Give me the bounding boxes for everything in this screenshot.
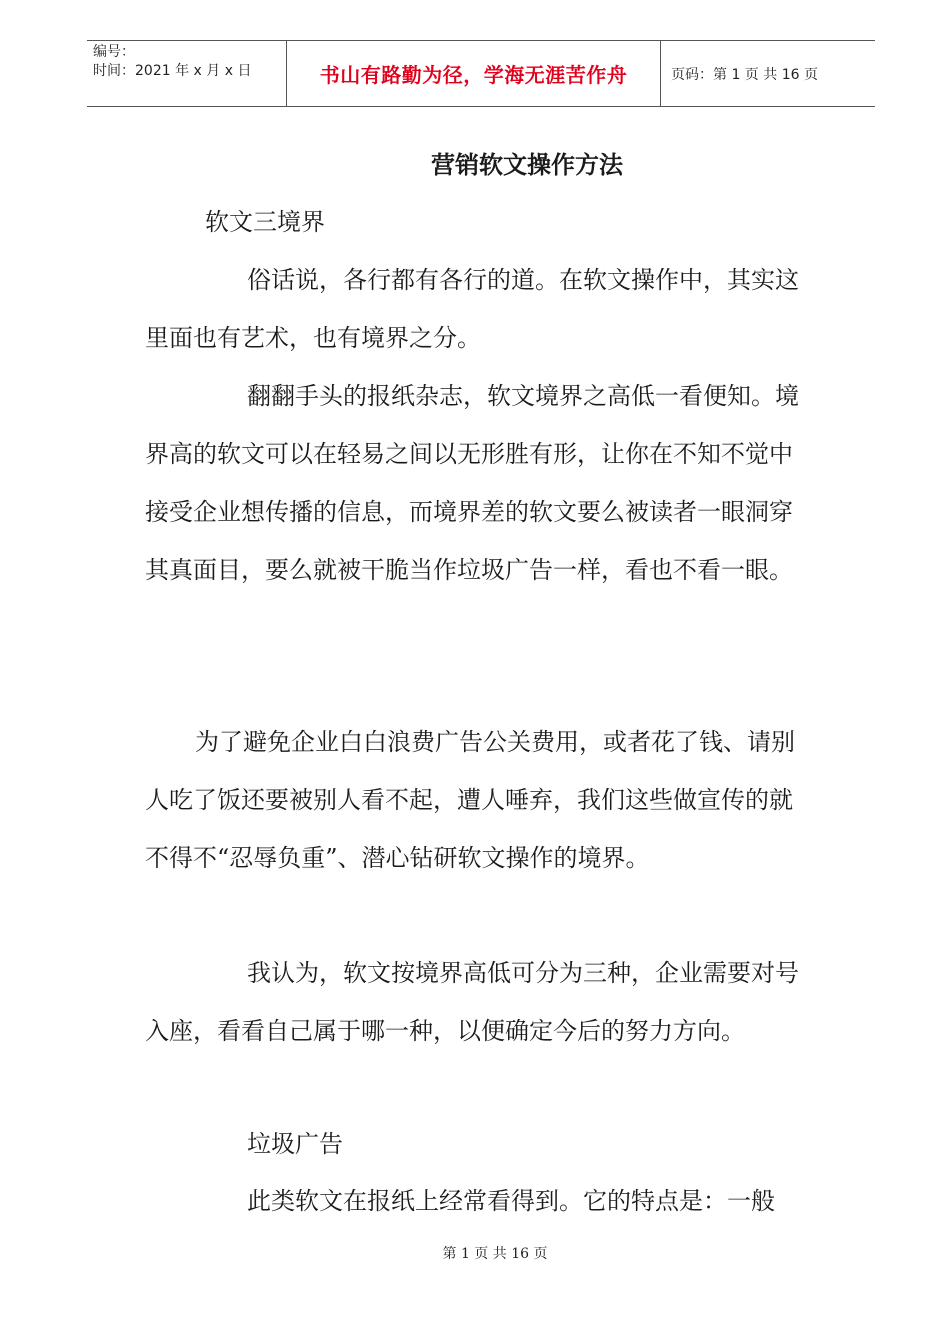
document-header bbox=[87, 40, 875, 107]
paragraph-1: 俗话说，各行都有各行的道。在软文操作中，其实这里面也有艺术，也有境界之分。 bbox=[145, 266, 799, 352]
header-meta bbox=[87, 41, 287, 106]
paragraph-2: 翻翻手头的报纸杂志，软文境界之高低一看便知。境界高的软文可以在轻易之间以无形胜有形，让你在不知不觉中接受企业想传播的信息，而境界差的软文要么被读者一眼洞穿其真面目，要么就被干脆当作垃圾广告一样，看也不看一眼。 bbox=[145, 382, 799, 584]
paragraph-3: 为了避免企业白白浪费广告公关费用，或者花了钱、请别人吃了饭还要被别人看不起，遭人唾弃，我们这些做宣传的就不得不“忍辱负重”、潜心钻研软文操作的境界。 bbox=[145, 728, 795, 872]
paragraph-4: 我认为，软文按境界高低可分为三种，企业需要对号入座，看看自己属于哪一种，以便确定今后的努力方向。 bbox=[145, 959, 799, 1045]
page-footer: 第 1 页 共 16 页 bbox=[442, 1246, 548, 1262]
paragraph-5: 此类软文在报纸上经常看得到。它的特点是：一般 bbox=[247, 1187, 775, 1215]
time-label: 时间：2021 年 x 月 x 日 bbox=[93, 63, 252, 79]
number-label: 编号： bbox=[93, 44, 135, 60]
section-heading-three-levels: 软文三境界 bbox=[205, 208, 325, 236]
section-heading-junk-ads: 垃圾广告 bbox=[247, 1130, 343, 1158]
header-page-info: 页码：第 1 页 共 16 页 bbox=[671, 66, 818, 83]
document-title: 营销软文操作方法 bbox=[431, 150, 623, 179]
header-motto: 书山有路勤为径，学海无涯苦作舟 bbox=[287, 41, 661, 106]
